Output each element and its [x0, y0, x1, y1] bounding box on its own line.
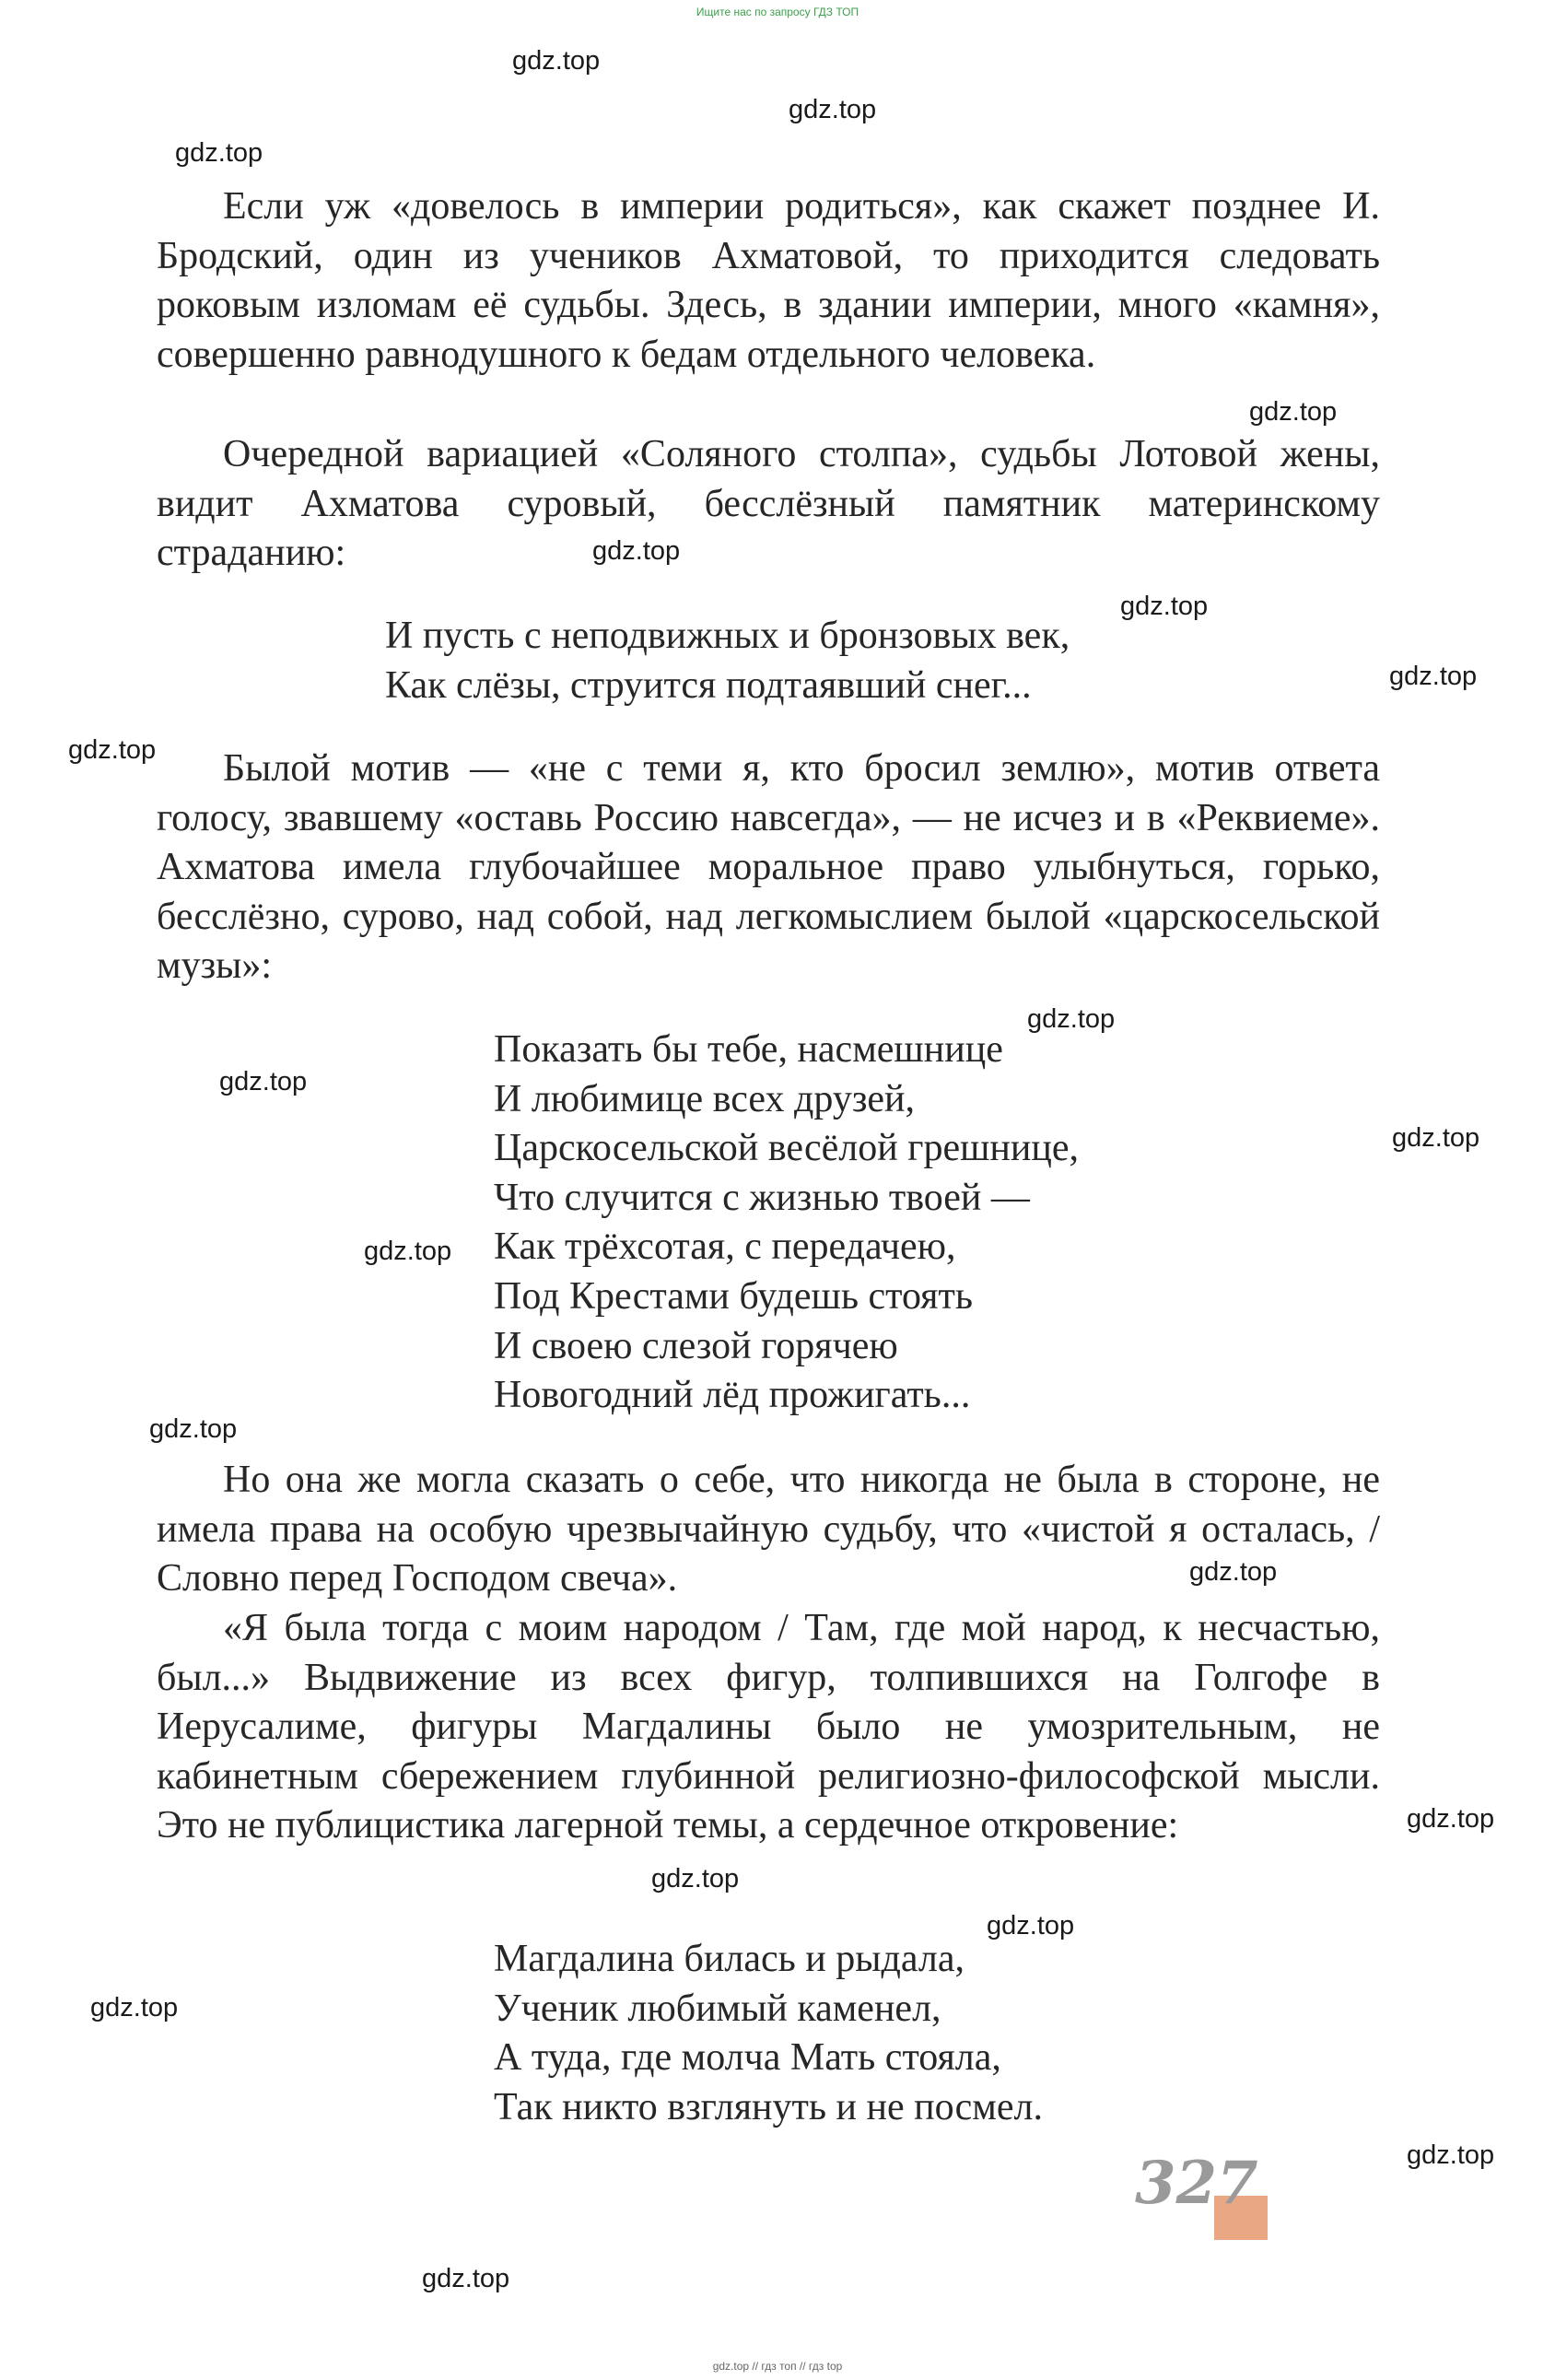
poem-1	[385, 612, 1070, 710]
paragraph-2: Очередной вариацией «Соляного столпа», судьбы Лотовой жены, видит Ахматова суровый, бесслёзный памятник материнскому страданию:	[157, 433, 1380, 575]
poem-line: Как слёзы, струится подтаявший снег...	[385, 663, 1032, 707]
watermark: gdz.top	[90, 1993, 179, 2022]
watermark: gdz.top	[1389, 662, 1478, 691]
watermark: gdz.top	[592, 536, 681, 566]
paragraph-3: Былой мотив — «не с теми я, кто бросил землю», мотив ответа голосу, звавшему «оставь Россию навсегда», — не исчез и в «Реквиеме». Ахматова имела глубочайшее моральное право улыбнуться, горько, бесслёзно, сурово, над собой, над легкомыслием былой «царскосельской музы»:	[157, 747, 1380, 988]
watermark: gdz.top	[175, 138, 263, 168]
poem-line: Как трёхсотая, с передачею,	[494, 1225, 956, 1269]
watermark: gdz.top	[987, 1911, 1075, 1940]
watermark: gdz.top	[1027, 1004, 1116, 1034]
paragraph-5: «Я была тогда с моим народом / Там, где мой народ, к несчастью, был...» Выдвижение из всех фигур, толпившихся на Голгофе в Иерусалиме, фигуры Магдалины было не умозрительным, не кабинетным сбережением глубинной религиозно-философской мысли. Это не публицистика лагерной темы, а сердечное откровение:	[157, 1607, 1380, 1847]
poem-line: Новогодний лёд прожигать...	[494, 1374, 971, 1417]
watermark: gdz.top	[1120, 592, 1209, 621]
poem-2	[494, 1026, 1079, 1421]
watermark: gdz.top	[68, 735, 157, 765]
watermark: gdz.top	[1407, 2140, 1495, 2170]
watermark: gdz.top	[512, 46, 601, 76]
page-number: 327	[1135, 2149, 1258, 2218]
poem-line: И любимице всех друзей,	[494, 1077, 916, 1120]
poem-line: А туда, где молча Мать стояла,	[494, 2036, 1001, 2080]
paragraph-1: Если уж «довелось в империи родиться», как скажет позднее И. Бродский, один из учеников Ахматовой, то приходится следовать роковым изломам её судьбы. Здесь, в здании империи, много «камня», совершенно равнодушного к бедам отдельного человека.	[157, 185, 1380, 376]
poem-3	[494, 1935, 1043, 2132]
watermark: gdz.top	[364, 1237, 452, 1266]
poem-line: Под Крестами будешь стоять	[494, 1274, 973, 1318]
watermark: gdz.top	[149, 1414, 238, 1444]
watermark: gdz.top	[1249, 397, 1338, 427]
paragraph-4: Но она же могла сказать о себе, что никогда не была в стороне, не имела права на особую чрезвычайную судьбу, что «чистой я осталась, / Словно перед Господом свеча».	[157, 1459, 1380, 1600]
poem-line: Так никто взглянуть и не посмел.	[494, 2085, 1043, 2128]
footer-note: gdz.top // гдз топ // гдз top	[712, 2360, 843, 2373]
poem-line: И своею слезой горячею	[494, 1324, 898, 1367]
poem-line: И пусть с неподвижных и бронзовых век,	[385, 615, 1070, 657]
poem-line: Магдалина билась и рыдала,	[494, 1938, 965, 1980]
poem-line: Показать бы тебе, насмешнице	[494, 1028, 1003, 1071]
watermark: gdz.top	[1189, 1557, 1278, 1587]
watermark: gdz.top	[422, 2264, 510, 2293]
poem-line: Что случится с жизнью твоей —	[494, 1176, 1030, 1219]
watermark: gdz.top	[789, 95, 877, 124]
poem-line: Ученик любимый каменел,	[494, 1987, 941, 2030]
watermark: gdz.top	[1392, 1123, 1480, 1153]
watermark: gdz.top	[651, 1864, 740, 1893]
watermark: gdz.top	[1407, 1804, 1495, 1834]
poem-line: Царскосельской весёлой грешнице,	[494, 1127, 1080, 1170]
top-banner: Ищите нас по запросу ГДЗ ТОП	[696, 6, 859, 18]
watermark: gdz.top	[219, 1067, 308, 1096]
